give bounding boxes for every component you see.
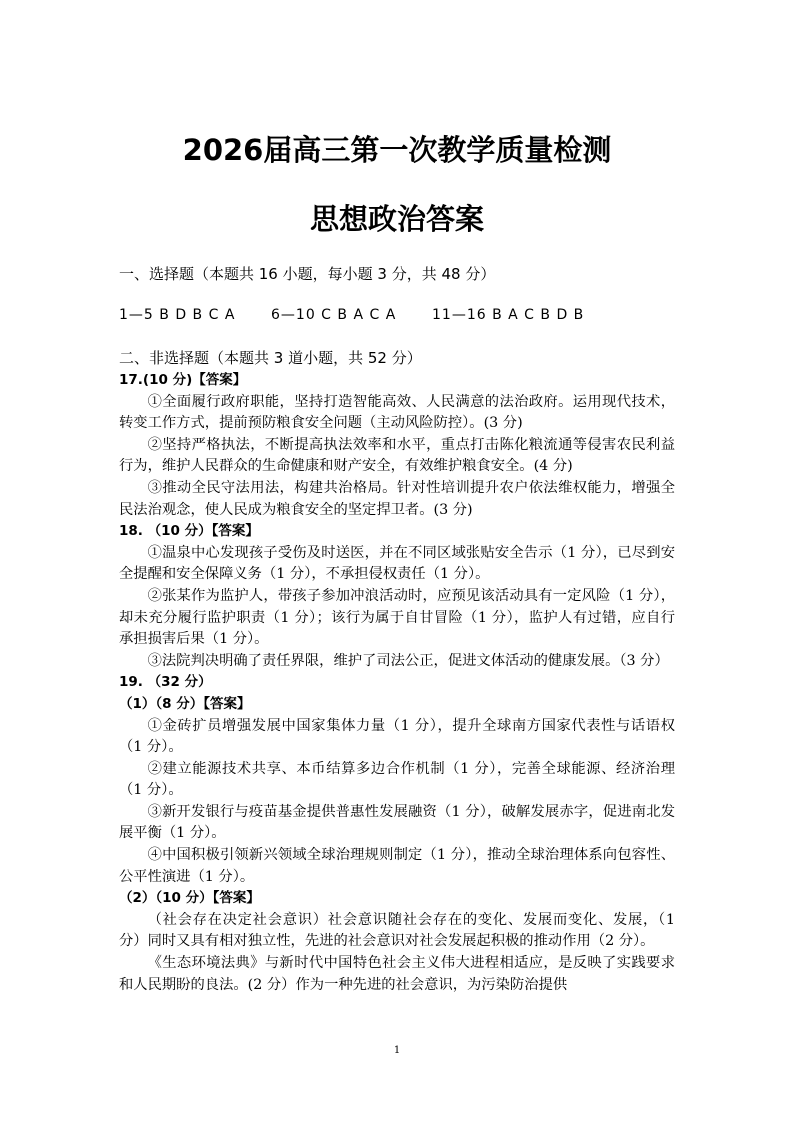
q19-part1-item-2: ②建立能源技术共享、本币结算多边合作机制（1 分），完善全球能源、经济治理（1 分）。 (119, 760, 675, 799)
answer-content (119, 370, 675, 996)
q19-part1-item-1: ①金砖扩员增强发展中国家集体力量（1 分），提升全球南方国家代表性与话语权（1 分）。 (119, 717, 675, 756)
q19-part2-item-1: （社会存在决定社会意识）社会意识随社会存在的变化、发展而变化、发展，（1 分）同时又具有相对独立性，先进的社会意识对社会发展起积极的推动作用（2 分）。 (119, 911, 675, 950)
q19-part1-item-4: ④中国积极引领新兴领域全球治理规则制定（1 分），推动全球治理体系向包容性、公平性演进（1 分）。 (119, 847, 675, 885)
answer-group-3: 11—16 B A C B D B (432, 307, 585, 323)
document-subtitle: 思想政治答案 (309, 202, 484, 236)
q17-header: 17.(10 分)【答案】 (119, 372, 247, 388)
q18-item-3: ③法院判决明确了责任界限，维护了司法公正，促进文体活动的健康发展。（3 分） (147, 652, 669, 669)
page-number: 1 (393, 1045, 401, 1056)
q19-part1-header: （1）（8 分）【答案】 (119, 695, 251, 712)
q19-header: 19. （32 分） (119, 674, 212, 691)
q18-item-1: ①温泉中心发现孩子受伤及时送医，并在不同区域张贴安全告示（1 分），已尽到安全提醒和安全保障义务（1 分），不承担侵权责任（1 分）。 (119, 544, 675, 583)
document-title: 2026届高三第一次教学质量检测 (182, 133, 612, 167)
q19-part1-item-3: ③新开发银行与疫苗基金提供普惠性发展融资（1 分），破解发展赤字，促进南北发展平衡（1 分）。 (119, 803, 675, 842)
q17-item-3: ③推动全民守法用法，构建共治格局。针对性培训提升农户依法维权能力，增强全民法治观念，使人民成为粮食安全的坚定捍卫者。(3 分) (119, 479, 675, 518)
answer-group-2: 6—10 C B A C A (271, 307, 397, 323)
section1-heading: 一、选择题（本题共 16 小题，每小题 3 分，共 48 分） (119, 265, 496, 283)
q18-header: 18. （10 分）【答案】 (119, 523, 259, 540)
q17-item-2: ②坚持严格执法，不断提高执法效率和水平，重点打击陈化粮流通等侵害农民利益行为，维护人民群众的生命健康和财产安全，有效维护粮食安全。(4 分) (119, 436, 675, 475)
answer-group-1: 1—5 B D B C A (119, 307, 236, 323)
section2-heading: 二、非选择题（本题共 3 道小题，共 52 分） (119, 349, 422, 367)
q17-item-1: ①全面履行政府职能，坚持打造智能高效、人民满意的法治政府。运用现代技术，转变工作方式，提前预防粮食安全问题（主动风险防控）。(3 分) (119, 393, 675, 432)
q18-item-2: ②张某作为监护人，带孩子参加冲浪活动时，应预见该活动具有一定风险（1 分），却未充分履行监护职责（1 分）；该行为属于自甘冒险（1 分），监护人有过错，应自行承担损害后果（1 分）。 (119, 587, 675, 648)
q19-part2-item-2: 《生态环境法典》与新时代中国特色社会主义伟大进程相适应，是反映了实践要求和人民期盼的良法。(2 分）作为一种先进的社会意识，为污染防治提供 (119, 955, 675, 993)
q19-part2-header: （2）（10 分）【答案】 (119, 890, 260, 907)
